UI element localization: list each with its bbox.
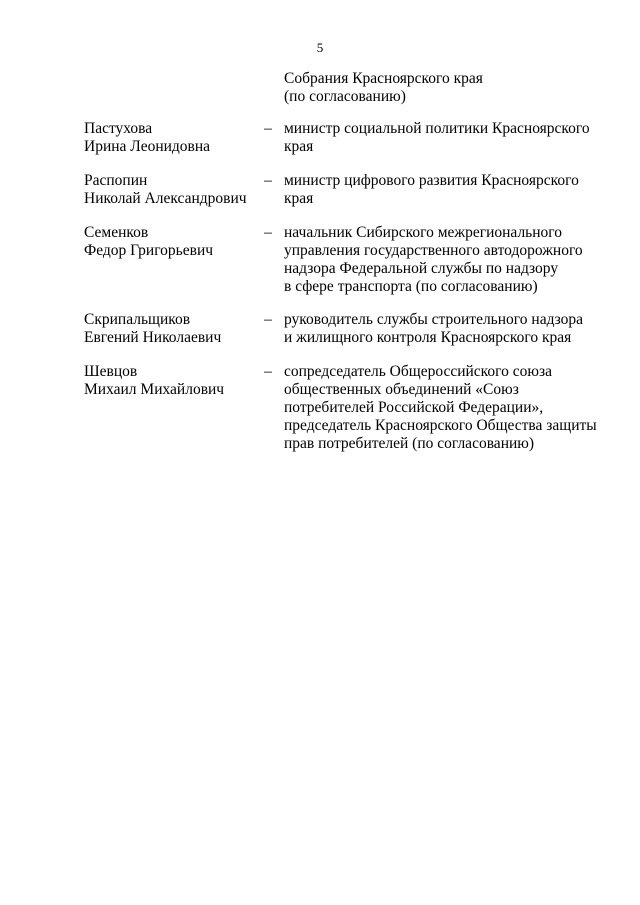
separator-dash: – [264,172,272,189]
intro-line: Собрания Красноярского края [284,70,483,87]
role-line: края [284,190,314,207]
member-role [284,363,614,453]
member-name [84,224,259,260]
separator-dash: – [264,224,272,241]
member-role [284,120,614,156]
member-role [284,172,614,208]
role-line: сопредседатель Общероссийского союза [284,363,552,380]
member-role [284,311,614,347]
intro-line: (по согласованию) [284,88,406,105]
role-line: потребителей Российской Федерации», [284,399,544,416]
member-given-name: Евгений Николаевич [84,329,222,346]
member-given-name: Николай Александрович [84,190,247,207]
role-line: руководитель службы строительного надзора [284,311,584,328]
role-line: в сфере транспорта (по согласованию) [284,278,538,295]
continued-role-text [284,70,614,106]
role-line: председатель Красноярского Общества защиты [284,417,597,434]
role-line: края [284,138,314,155]
member-given-name: Ирина Леонидовна [84,138,211,155]
separator-dash: – [264,120,272,137]
page-number: 5 [316,40,324,55]
member-surname: Шевцов [84,363,138,380]
member-name [84,363,259,399]
role-line: общественных объединений «Союз [284,381,519,398]
member-given-name: Федор Григорьевич [84,242,214,259]
role-line: прав потребителей (по согласованию) [284,435,535,452]
member-role [284,224,614,296]
member-name [84,172,259,208]
separator-dash: – [264,311,272,328]
member-surname: Семенков [84,224,149,241]
member-name [84,311,259,347]
separator-dash: – [264,363,272,380]
member-surname: Скрипальщиков [84,311,191,328]
member-surname: Распопин [84,172,148,189]
member-name [84,120,259,156]
role-line: надзора Федеральной службы по надзору [284,260,559,277]
member-surname: Пастухова [84,120,153,137]
role-line: министр цифрового развития Красноярского [284,172,579,189]
role-line: управления государственного автодорожного [284,242,583,259]
role-line: и жилищного контроля Красноярского края [284,329,572,346]
role-line: министр социальной политики Красноярского [284,120,590,137]
role-line: начальник Сибирского межрегионального [284,224,563,241]
member-given-name: Михаил Михайлович [84,381,225,398]
